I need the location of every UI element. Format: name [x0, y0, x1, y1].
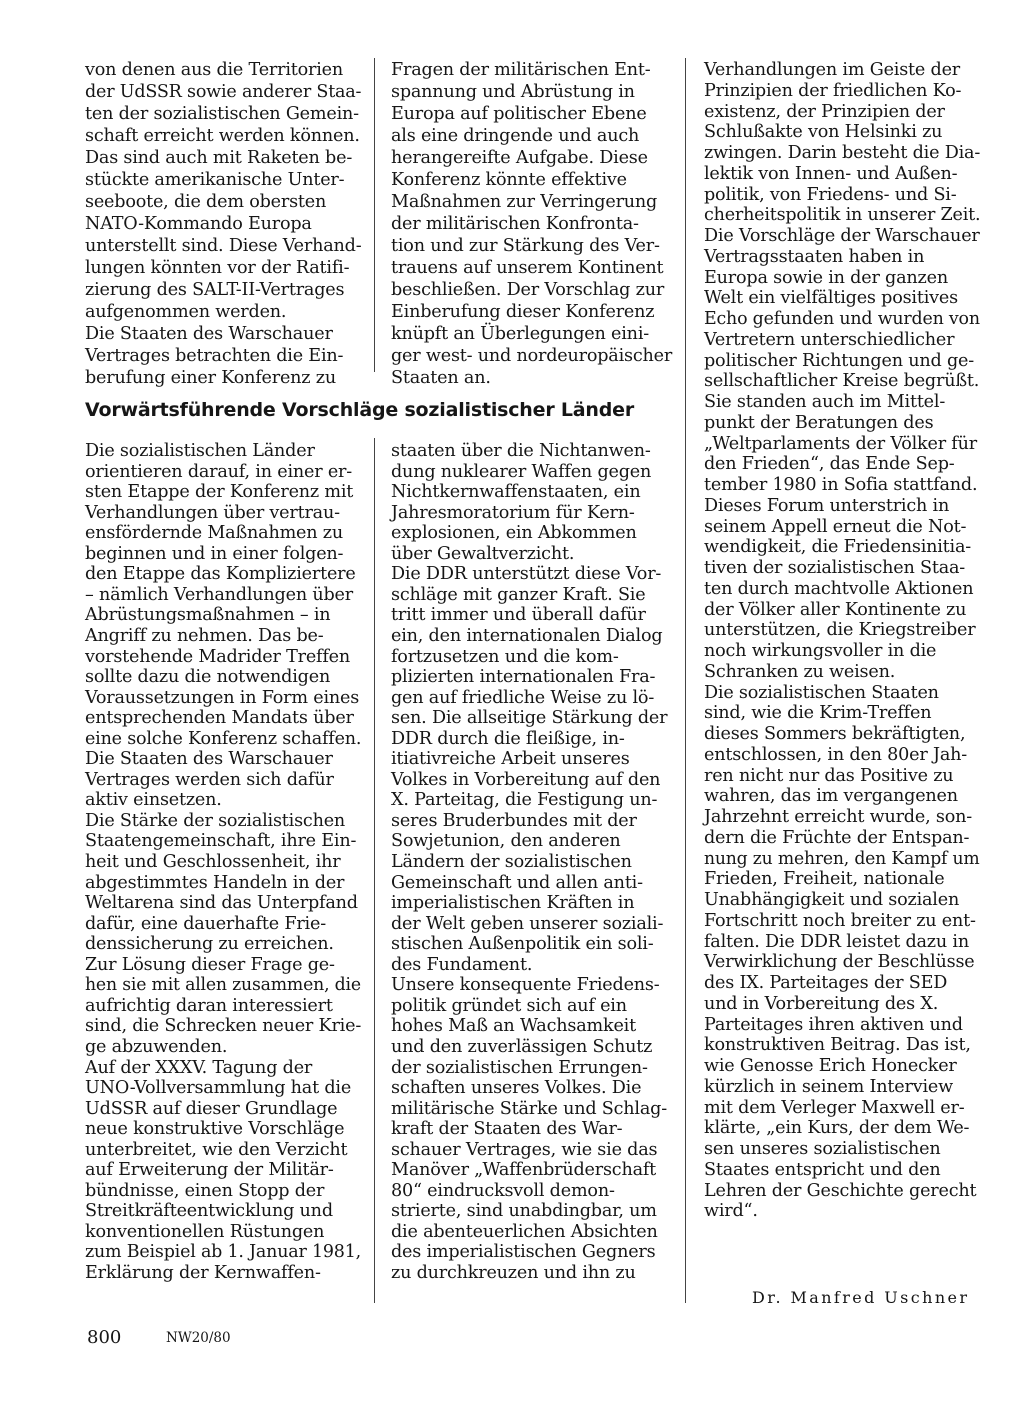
text-line: klärte, „ein Kurs, der dem We- — [704, 1118, 970, 1139]
text-line: militärische Stärke und Schlag- — [391, 1098, 667, 1119]
text-line: stischen Außenpolitik ein soli- — [391, 934, 654, 955]
text-line: tember 1980 in Sofia stattfand. — [704, 475, 978, 495]
text-line: fortzusetzen und die kom- — [391, 646, 619, 667]
text-line: UdSSR auf dieser Grundlage — [85, 1098, 338, 1119]
text-line: zwingen. Darin besteht die Dia- — [704, 143, 981, 163]
text-line: ensfördernde Maßnahmen zu — [85, 523, 343, 544]
text-line: DDR durch die fleißige, in- — [391, 728, 625, 749]
text-line: gen auf friedliche Weise zu lö- — [391, 687, 655, 708]
text-line: 80“ eindrucksvoll demon- — [391, 1180, 615, 1201]
text-line: Einberufung dieser Konferenz — [391, 302, 655, 322]
text-line: sten Etappe der Konferenz mit — [85, 482, 354, 503]
text-line: der UdSSR sowie anderer Staa- — [85, 82, 362, 102]
text-line: und den zuverlässigen Schutz — [391, 1036, 653, 1057]
text-line: Das sind auch mit Raketen be- — [85, 148, 353, 168]
issue-label: NW20/80 — [166, 1330, 231, 1346]
text-line: lektik von Innen- und Außen- — [704, 163, 958, 184]
author-signature: Dr. Manfred Uschner — [752, 1288, 970, 1307]
text-line: Auf der XXXV. Tagung der — [85, 1057, 313, 1078]
text-line: ge abzuwenden. — [85, 1036, 228, 1057]
text-line: Die Stärke der sozialistischen — [85, 810, 346, 831]
text-line: Volkes in Vorbereitung auf den — [391, 769, 661, 790]
text-line: tritt immer und überall dafür — [391, 605, 646, 626]
text-line: Die sozialistischen Staaten — [704, 682, 939, 703]
text-line: X. Parteitag, die Festigung un- — [391, 790, 658, 811]
text-line: Die Staaten des Warschauer — [85, 749, 333, 770]
text-line: zum Beispiel ab 1. Januar 1981, — [85, 1242, 361, 1263]
text-line: Vertrages betrachten die Ein- — [85, 346, 344, 366]
text-line: Fortschritt noch breiter zu ent- — [704, 910, 976, 931]
text-line: falten. Die DDR leistet dazu in — [704, 931, 969, 952]
text-line: stückte amerikanische Unter- — [85, 170, 345, 190]
text-line: beschließen. Der Vorschlag zur — [391, 280, 665, 300]
text-line: Vertragsstaaten haben in — [704, 246, 925, 267]
text-line: den Etappe das Kompliziertere — [85, 564, 356, 585]
text-line: „Weltparlaments der Völker für — [704, 433, 977, 454]
text-line: Vertrages werden sich dafür — [85, 769, 334, 790]
text-line: Europa sowie in der ganzen — [704, 267, 948, 288]
text-line: Staates entspricht und den — [704, 1159, 941, 1180]
text-line: Unsere konsequente Friedens- — [391, 975, 660, 996]
text-line: beginnen und in einer folgen- — [85, 543, 344, 564]
text-line: sind, die Schrecken neuer Krie- — [85, 1016, 362, 1037]
text-line: Jahresmoratorium für Kern- — [391, 502, 635, 523]
text-line: seres Bruderbundes mit der — [391, 810, 637, 831]
text-line: herangereifte Aufgabe. Diese — [391, 148, 648, 168]
text-line: und in Vorbereitung des X. — [704, 993, 939, 1014]
text-line: der militärischen Konfronta- — [391, 214, 639, 234]
text-line: ren nicht nur das Positive zu — [704, 765, 954, 786]
text-line: spannung und Abrüstung in — [391, 82, 635, 102]
text-line: noch wirkungsvoller in die — [704, 641, 937, 661]
column-rule-top-2 — [685, 58, 686, 1303]
column-rule-top-1 — [374, 58, 375, 372]
text-line: neue konstruktive Vorschläge — [85, 1119, 345, 1140]
text-line: Parteitages ihren aktiven und — [704, 1014, 963, 1035]
text-line: politik, von Friedens- und Si- — [704, 184, 957, 205]
text-line: entschlossen, in den 80er Jah- — [704, 744, 968, 765]
text-line: kraft der Staaten des War- — [391, 1119, 623, 1140]
text-line: knüpft an Überlegungen eini- — [391, 324, 649, 344]
text-line: aktiv einsetzen. — [85, 790, 222, 811]
text-line: Die DDR unterstützt diese Vor- — [391, 564, 662, 585]
text-line: des Fundament. — [391, 954, 533, 975]
text-line: unterbreitet, wie den Verzicht — [85, 1139, 348, 1160]
text-line: sen. Die allseitige Stärkung der — [391, 708, 668, 729]
text-line: vorstehende Madrider Treffen — [85, 646, 350, 667]
text-line: – nämlich Verhandlungen über — [85, 584, 353, 605]
text-line: kürzlich in seinem Interview — [704, 1076, 953, 1097]
text-line: Voraussetzungen in Form eines — [85, 687, 360, 708]
text-line: denssicherung zu erreichen. — [85, 934, 334, 955]
text-line: lungen könnten vor der Ratifi- — [85, 258, 350, 278]
text-line: strierte, sind unabdingbar, um — [391, 1201, 657, 1222]
text-line: Staaten an. — [391, 368, 491, 388]
text-line: Maßnahmen zur Verringerung — [391, 192, 658, 212]
text-line: den Frieden“, das Ende Sep- — [704, 454, 955, 475]
text-line: orientieren darauf, in einer er- — [85, 461, 352, 482]
text-line: Welt ein vielfältiges positives — [704, 288, 958, 309]
text-line: der Welt geben unserer soziali- — [391, 913, 664, 934]
text-line: entsprechenden Mandats über — [85, 708, 354, 729]
text-line: Fragen der militärischen Ent- — [391, 60, 651, 80]
text-line: Verhandlungen im Geiste der — [704, 60, 960, 80]
text-line: Abrüstungsmaßnahmen – in — [85, 605, 331, 626]
text-line: eine solche Konferenz schaffen. — [85, 728, 362, 749]
text-line: der Völker aller Kontinente zu — [704, 599, 967, 620]
text-line: Sie standen auch im Mittel- — [704, 392, 946, 412]
text-line: schaft erreicht werden können. — [85, 126, 360, 146]
text-line: ein, den internationalen Dialog — [391, 625, 663, 646]
section-heading: Vorwärtsführende Vorschläge sozialistischer Länder — [85, 399, 635, 421]
text-line: schauer Vertrages, wie sie das — [391, 1139, 658, 1160]
text-line: hohes Maß an Wachsamkeit — [391, 1016, 636, 1037]
text-line: die abenteuerlichen Absichten — [391, 1221, 658, 1242]
text-line: unterstellt sind. Diese Verhand- — [85, 236, 362, 256]
text-line: Europa auf politischer Ebene — [391, 104, 647, 124]
text-line: trauens auf unserem Kontinent — [391, 258, 664, 278]
text-line: imperialistischen Kräften in — [391, 893, 635, 914]
text-line: bündnisse, einen Stopp der — [85, 1180, 325, 1201]
text-line: des imperialistischen Gegners — [391, 1242, 656, 1263]
text-line: Sowjetunion, den anderen — [391, 831, 621, 852]
text-line: berufung einer Konferenz zu — [85, 368, 336, 388]
text-line: sind, wie die Krim-Treffen — [704, 703, 932, 724]
text-line: tion und zur Stärkung des Ver- — [391, 236, 660, 256]
text-line: zu durchkreuzen und ihn zu — [391, 1263, 636, 1283]
text-line: dung nuklearer Waffen gegen — [391, 461, 652, 482]
text-line: punkt der Beratungen des — [704, 412, 934, 433]
text-line: Konferenz könnte effektive — [391, 170, 627, 190]
text-line: Lehren der Geschichte gerecht — [704, 1180, 977, 1201]
text-line: Dieses Forum unterstrich in — [704, 495, 950, 516]
text-line: aufgenommen werden. — [85, 302, 287, 322]
text-line: ten der sozialistischen Gemein- — [85, 104, 359, 124]
text-line: mit dem Verleger Maxwell er- — [704, 1097, 965, 1118]
text-line: wahren, das im vergangenen — [704, 786, 958, 807]
column-rule-lower — [374, 438, 375, 1303]
text-line: von denen aus die Territorien — [85, 60, 344, 80]
text-line: seinem Appell erneut die Not- — [704, 516, 967, 537]
text-line: Schlußakte von Helsinki zu — [704, 122, 943, 143]
text-line: konstruktiven Beitrag. Das ist, — [704, 1035, 971, 1056]
text-line: Prinzipien der friedlichen Ko- — [704, 80, 962, 101]
text-line: auf Erweiterung der Militär- — [85, 1160, 334, 1181]
text-line: Verwirklichung der Beschlüsse — [704, 952, 975, 973]
text-line: Frieden, Freiheit, nationale — [704, 869, 945, 890]
text-line: Gemeinschaft und allen anti- — [391, 872, 643, 893]
text-line: ten durch machtvolle Aktionen — [704, 578, 974, 599]
text-line: sellschaftlicher Kreise begrüßt. — [704, 371, 980, 392]
text-line: tiven der sozialistischen Staa- — [704, 558, 966, 578]
text-line: des IX. Parteitages der SED — [704, 973, 948, 993]
text-line: cherheitspolitik in unserer Zeit. — [704, 205, 981, 226]
page-number: 800 — [87, 1327, 122, 1348]
text-line: Zur Lösung dieser Frage ge- — [85, 954, 335, 975]
text-line: aufrichtig daran interessiert — [85, 995, 333, 1016]
text-line: Unabhängigkeit und sozialen — [704, 890, 960, 910]
text-line: Die Staaten des Warschauer — [85, 324, 333, 344]
text-line: hen sie mit allen zusammen, die — [85, 975, 361, 996]
text-line: zierung des SALT-II-Vertrages — [85, 280, 345, 300]
text-line: nung zu mehren, den Kampf um — [704, 848, 980, 869]
text-line: schläge mit ganzer Kraft. Sie — [391, 584, 646, 605]
text-line: Die Vorschläge der Warschauer — [704, 226, 980, 246]
text-line: NATO-Kommando Europa — [85, 214, 312, 234]
text-line: konventionellen Rüstungen — [85, 1221, 325, 1242]
text-line: Angriff zu nehmen. Das be- — [85, 625, 324, 646]
text-line: plizierten internationalen Fra- — [391, 667, 656, 688]
text-line: existenz, der Prinzipien der — [704, 101, 945, 122]
text-line: Erklärung der Kernwaffen- — [85, 1263, 321, 1283]
text-line: explosionen, ein Abkommen — [391, 523, 637, 544]
text-line: Nichtkernwaffenstaaten, ein — [391, 482, 641, 503]
text-line: dafür, eine dauerhafte Frie- — [85, 913, 326, 934]
text-line: sen unseres sozialistischen — [704, 1139, 941, 1159]
text-line: Vertretern unterschiedlicher — [704, 329, 955, 350]
text-line: Staatengemeinschaft, ihre Ein- — [85, 831, 357, 852]
text-line: Jahrzehnt erreicht wurde, son- — [704, 807, 972, 827]
text-line: dieses Sommers bekräftigten, — [704, 724, 966, 744]
text-line: Streitkräfteentwicklung und — [85, 1201, 333, 1222]
text-line: politik gründet sich auf ein — [391, 995, 627, 1016]
text-line: schaften unseres Volkes. Die — [391, 1078, 642, 1099]
text-line: abgestimmtes Handeln in der — [85, 872, 345, 893]
text-line: ger west- und nordeuropäischer — [391, 346, 673, 366]
text-line: Weltarena sind das Unterpfand — [85, 893, 358, 914]
text-line: als eine dringende und auch — [391, 126, 640, 146]
text-line: der sozialistischen Errungen- — [391, 1057, 648, 1078]
text-line: Manöver „Waffenbrüderschaft — [391, 1160, 657, 1181]
text-line: heit und Geschlossenheit, ihr — [85, 852, 341, 872]
text-line: politischer Richtungen und ge- — [704, 350, 974, 371]
text-line: wird“. — [704, 1201, 758, 1222]
text-line: staaten über die Nichtanwen- — [391, 441, 651, 461]
text-line: sollte dazu die notwendigen — [85, 667, 331, 688]
text-line: dern die Früchte der Entspan- — [704, 827, 970, 848]
text-line: Die sozialistischen Länder — [85, 441, 315, 461]
text-line: wie Genosse Erich Honecker — [704, 1056, 957, 1076]
text-line: seeboote, die dem obersten — [85, 192, 327, 212]
text-line: Verhandlungen über vertrau- — [85, 502, 340, 523]
text-line: UNO-Vollversammlung hat die — [85, 1078, 352, 1099]
text-line: über Gewaltverzicht. — [391, 543, 575, 564]
text-line: unterstützen, die Kriegstreiber — [704, 620, 976, 641]
text-line: itiativreiche Arbeit unseres — [391, 749, 630, 770]
text-line: Ländern der sozialistischen — [391, 852, 632, 872]
text-line: Schranken zu weisen. — [704, 661, 896, 682]
text-line: Echo gefunden und wurden von — [704, 309, 980, 329]
text-line: wendigkeit, die Friedensinitia- — [704, 537, 972, 558]
